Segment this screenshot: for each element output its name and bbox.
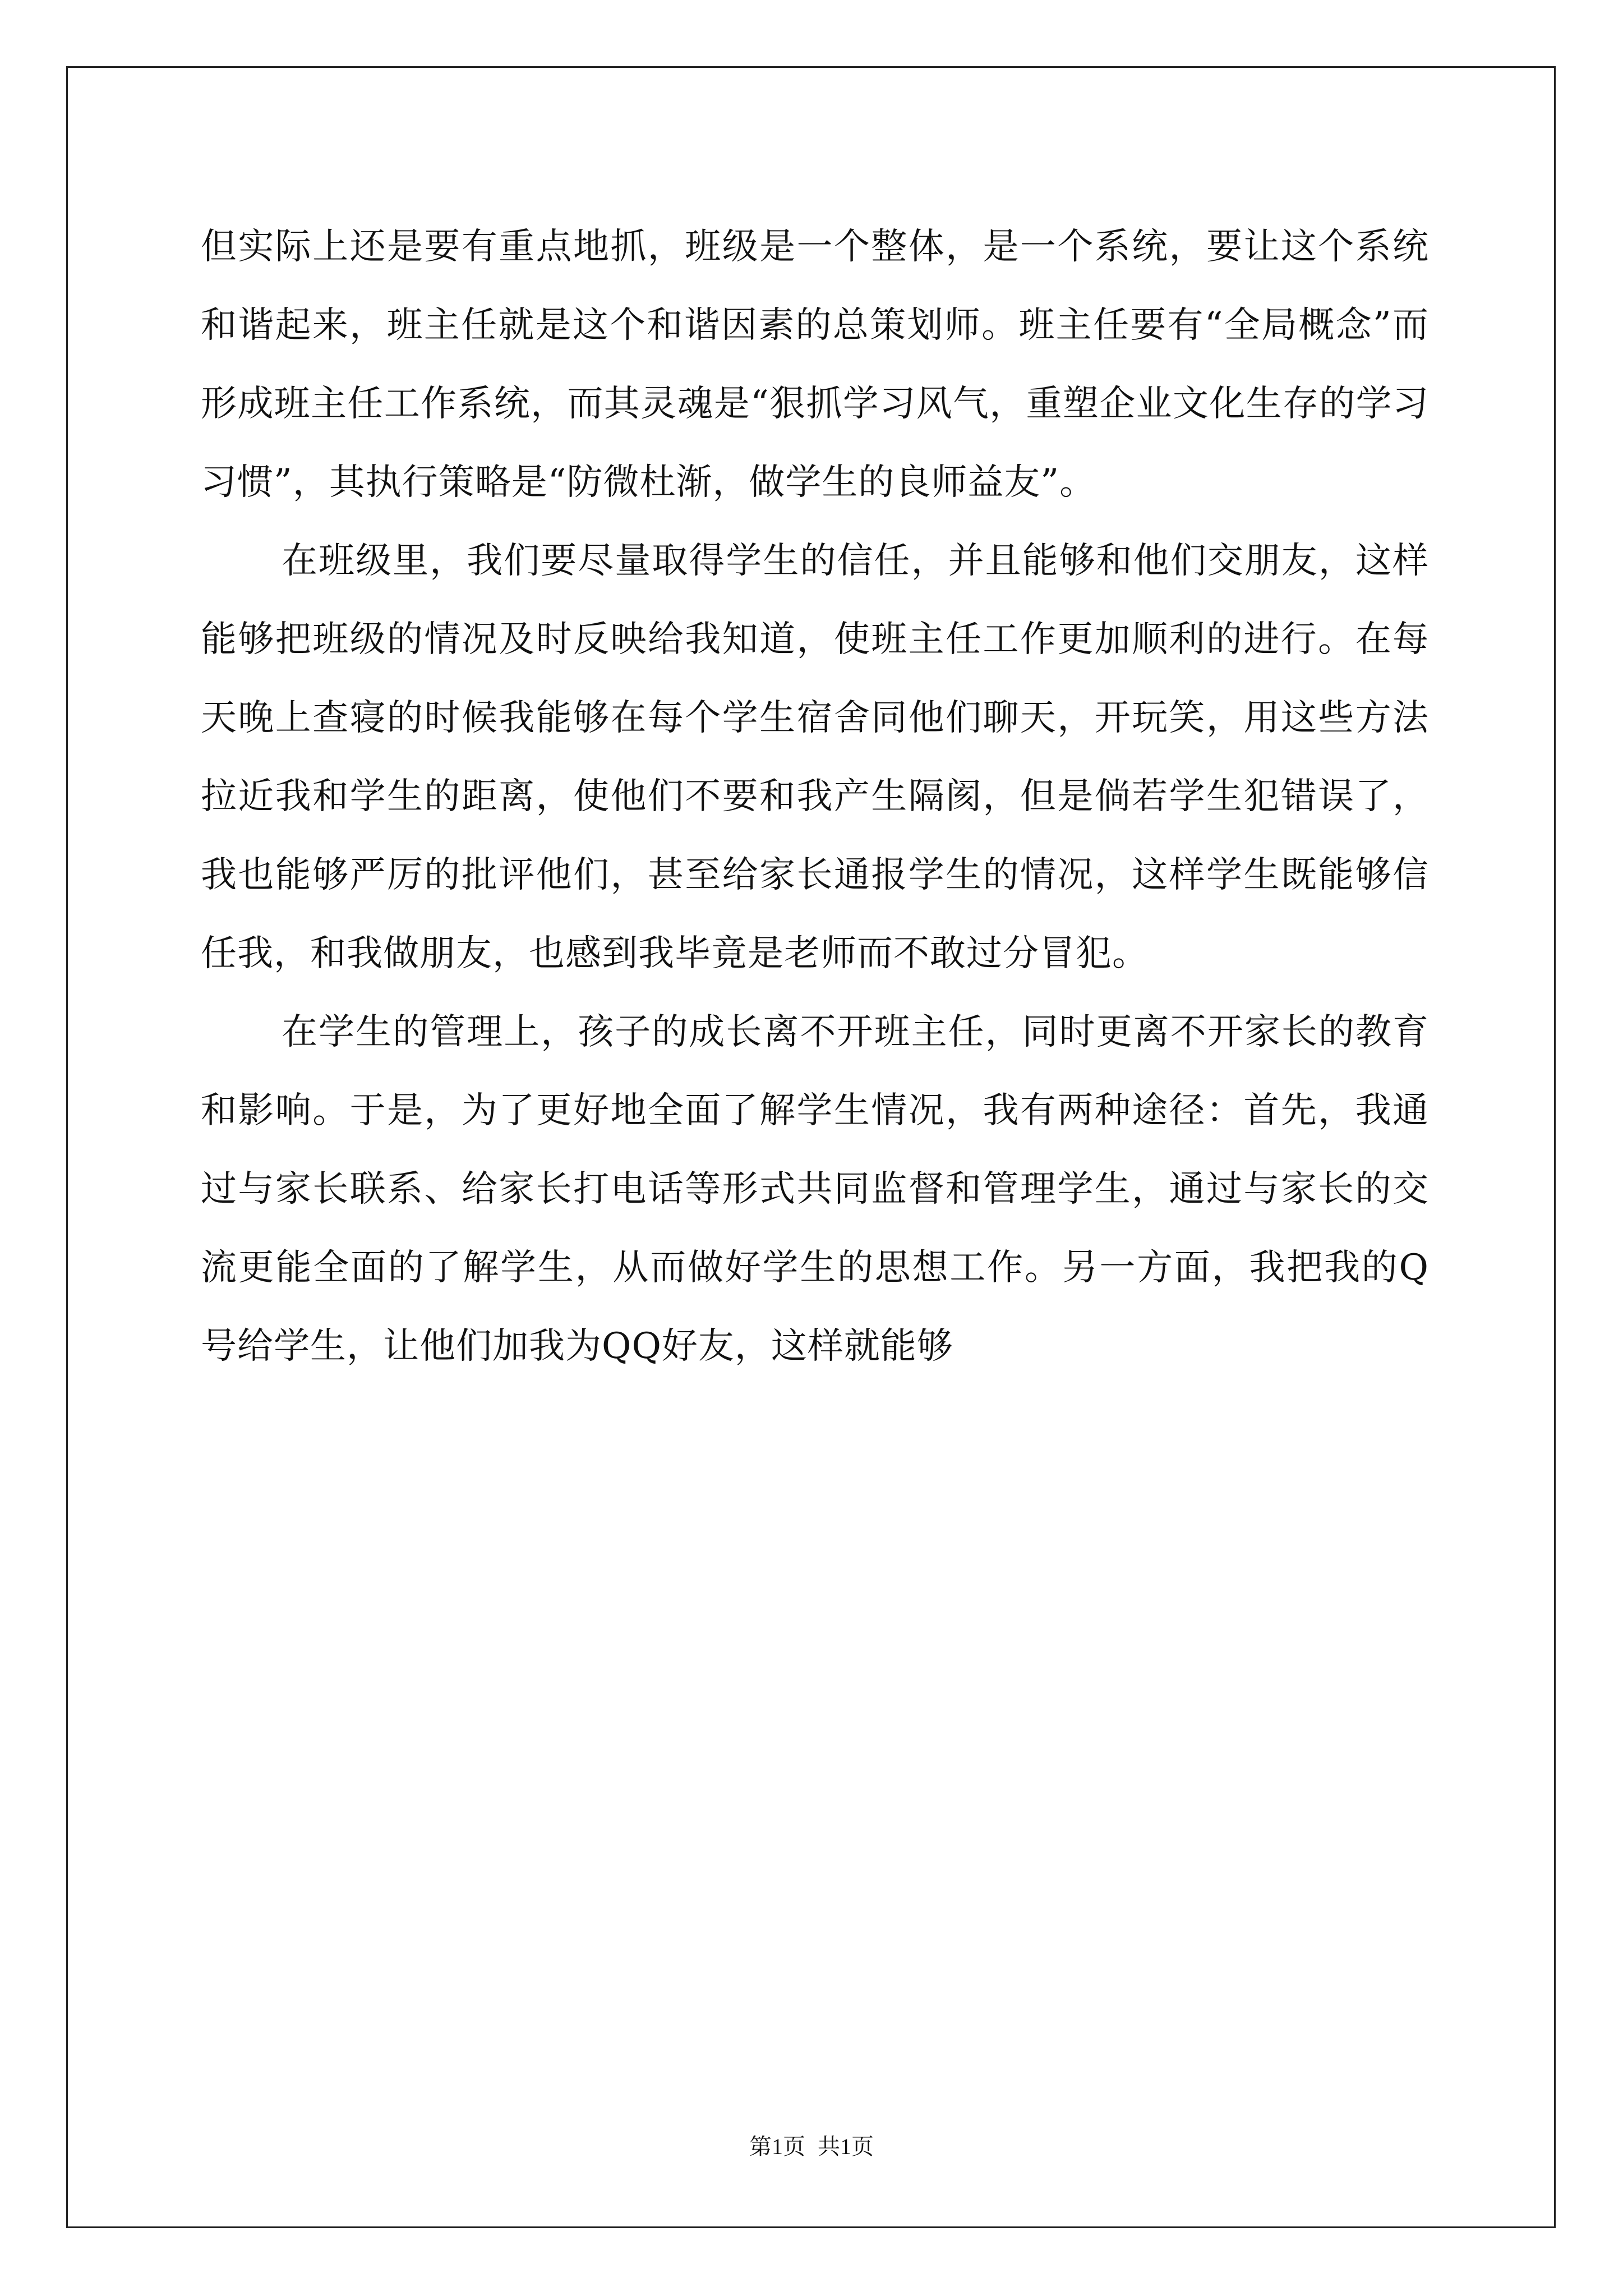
document-body [201, 208, 1429, 1386]
paragraph-2: 在班级里，我们要尽量取得学生的信任，并且能够和他们交朋友，这样能够把班级的情况及时反映给我知道，使班主任工作更加顺利的进行。在每天晚上查寝的时候我能够在每个学生宿舍同他们聊天，开玩笑，用这些方法拉近我和学生的距离，使他们不要和我产生隔阂，但是倘若学生犯错误了，我也能够严厉的批评他们，甚至给家长通报学生的情况，这样学生既能够信任我，和我做朋友，也感到我毕竟是老师而不敢过分冒犯。 [201, 540, 1429, 974]
paragraph-1: 但实际上还是要有重点地抓，班级是一个整体，是一个系统，要让这个系统和谐起来，班主任就是这个和谐因素的总策划师。班主任要有“全局概念”而形成班主任工作系统，而其灵魂是“狠抓学习风气，重塑企业文化生存的学习习惯”，其执行策略是“防微杜渐，做学生的良师益友”。 [201, 226, 1429, 503]
page-number-footer: 第1页 共1页 [749, 2134, 874, 2159]
paragraph-3: 在学生的管理上，孩子的成长离不开班主任，同时更离不开家长的教育和影响。于是，为了更好地全面了解学生情况，我有两种途径：首先，我通过与家长联系、给家长打电话等形式共同监督和管理学生，通过与家长的交流更能全面的了解学生，从而做好学生的思想工作。另一方面，我把我的Q号给学生，让他们加我为QQ好友，这样就能够 [201, 1011, 1429, 1367]
